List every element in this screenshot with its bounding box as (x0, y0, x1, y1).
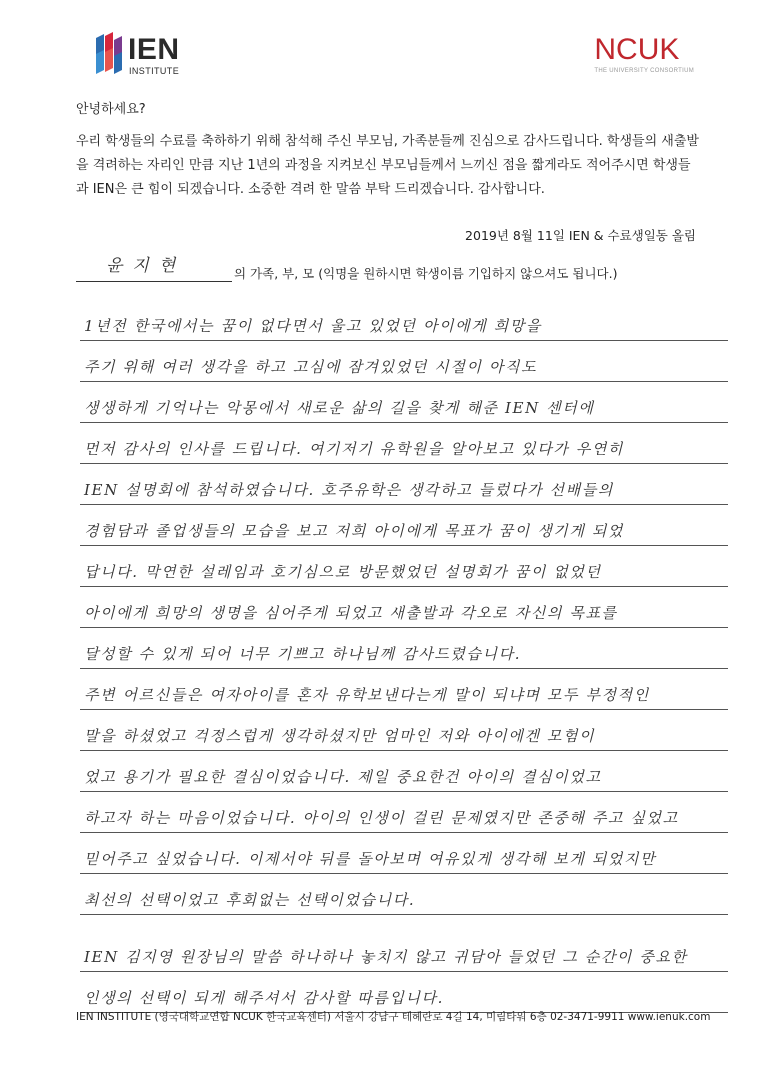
intro-paragraph: 우리 학생들의 수료를 축하하기 위해 참석해 주신 부모님, 가족분들께 진심으로 감사드립니다. 학생들의 새출발을 격려하는 자리인 만큼 지난 1년의 과정을 지켜보신 부모님들께서 느끼신 점을 짧게라도 적어주시면 학생들과 IEN은 큰 힘이 되겠습니다. 소중한 격려 한 말씀 부탁 드리겠습니다. 감사합니다. (76, 134, 699, 197)
ien-logo-text: IEN (128, 33, 180, 66)
handwritten-message (80, 300, 728, 1013)
handwritten-line (80, 874, 728, 915)
handwritten-text: 생생하게 기억나는 악몽에서 새로운 삶의 길을 찾게 해준 IEN 센터에 (84, 399, 595, 417)
handwritten-text: 주기 위해 여러 생각을 하고 고심에 잠겨있었던 시절이 아직도 (84, 358, 538, 376)
ien-logo (94, 32, 214, 80)
handwritten-line (80, 628, 728, 669)
handwritten-text: 1년전 한국에서는 꿈이 없다면서 울고 있었던 아이에게 희망을 (84, 317, 542, 335)
ncuk-logo (594, 34, 694, 74)
ien-logo-sub: INSTITUTE (129, 66, 180, 76)
handwritten-text: 최선의 선택이었고 후회없는 선택이었습니다. (84, 891, 416, 909)
handwritten-text: 었고 용기가 필요한 결심이었습니다. 제일 중요한건 아이의 결심이었고 (84, 768, 602, 786)
handwritten-text: 먼저 감사의 인사를 드립니다. 여기저기 유학원을 알아보고 있다가 우연히 (84, 440, 625, 458)
family-suffix: 의 가족, 부, 모 (익명을 원하시면 학생이름 기입하지 않으셔도 됩니다.) (234, 266, 618, 281)
handwritten-line (80, 300, 728, 341)
handwritten-line (80, 505, 728, 546)
handwritten-line (80, 792, 728, 833)
handwritten-line (80, 546, 728, 587)
handwritten-line (80, 972, 728, 1013)
handwritten-text: IEN 설명회에 참석하였습니다. 호주유학은 생각하고 들렀다가 선배들의 (84, 481, 614, 499)
handwritten-line (80, 833, 728, 874)
handwritten-line (80, 341, 728, 382)
handwritten-line (80, 931, 728, 972)
ncuk-logo-text: NCUK (594, 33, 680, 66)
footer-contact: IEN INSTITUTE (영국대학교연합 NCUK 한국교육센터) 서울시 강남구 테헤란로 4길 14, 미림타워 6층 02-3471-9911 www.ienuk.com (76, 1011, 711, 1023)
handwritten-line (80, 669, 728, 710)
signoff: 2019년 8월 11일 IEN & 수료생일동 올림 (465, 228, 696, 243)
handwritten-text: 믿어주고 싶었습니다. 이제서야 뒤를 돌아보며 여유있게 생각해 보게 되었지만 (84, 850, 657, 868)
handwritten-line (80, 382, 728, 423)
handwritten-line (80, 464, 728, 505)
handwritten-line (80, 423, 728, 464)
student-name: 윤지현 (106, 256, 186, 276)
ncuk-logo-sub: THE UNIVERSITY CONSORTIUM (594, 68, 694, 74)
handwritten-text: 달성할 수 있게 되어 너무 기쁘고 하나님께 감사드렸습니다. (84, 645, 522, 663)
student-name-field (76, 256, 232, 282)
handwritten-text: 주변 어르신들은 여자아이를 혼자 유학보낸다는게 말이 되냐며 모두 부정적인 (84, 686, 650, 704)
handwritten-text: 하고자 하는 마음이었습니다. 아이의 인생이 걸린 문제였지만 존중해 주고 싶었고 (84, 809, 679, 827)
handwritten-text: 인생의 선택이 되게 해주셔서 감사할 따름입니다. (84, 989, 445, 1007)
handwritten-text: 경험담과 졸업생들의 모습을 보고 저희 아이에게 목표가 꿈이 생기게 되었 (84, 522, 625, 540)
family-line (76, 256, 726, 285)
handwritten-line (80, 587, 728, 628)
handwritten-line (80, 751, 728, 792)
greeting: 안녕하세요? (76, 102, 146, 117)
handwritten-text: IEN 김지영 원장님의 말씀 하나하나 놓치지 않고 귀담아 들었던 그 순간이 중요한 (84, 948, 688, 966)
handwritten-text: 말을 하셨었고 걱정스럽게 생각하셨지만 엄마인 저와 아이에겐 모험이 (84, 727, 596, 745)
handwritten-text: 아이에게 희망의 생명을 심어주게 되었고 새출발과 각오로 자신의 목표를 (84, 604, 618, 622)
ien-logo-mark-icon (94, 32, 124, 76)
handwritten-text: 답니다. 막연한 설레임과 호기심으로 방문했었던 설명회가 꿈이 없었던 (84, 563, 602, 581)
handwritten-line (80, 710, 728, 751)
